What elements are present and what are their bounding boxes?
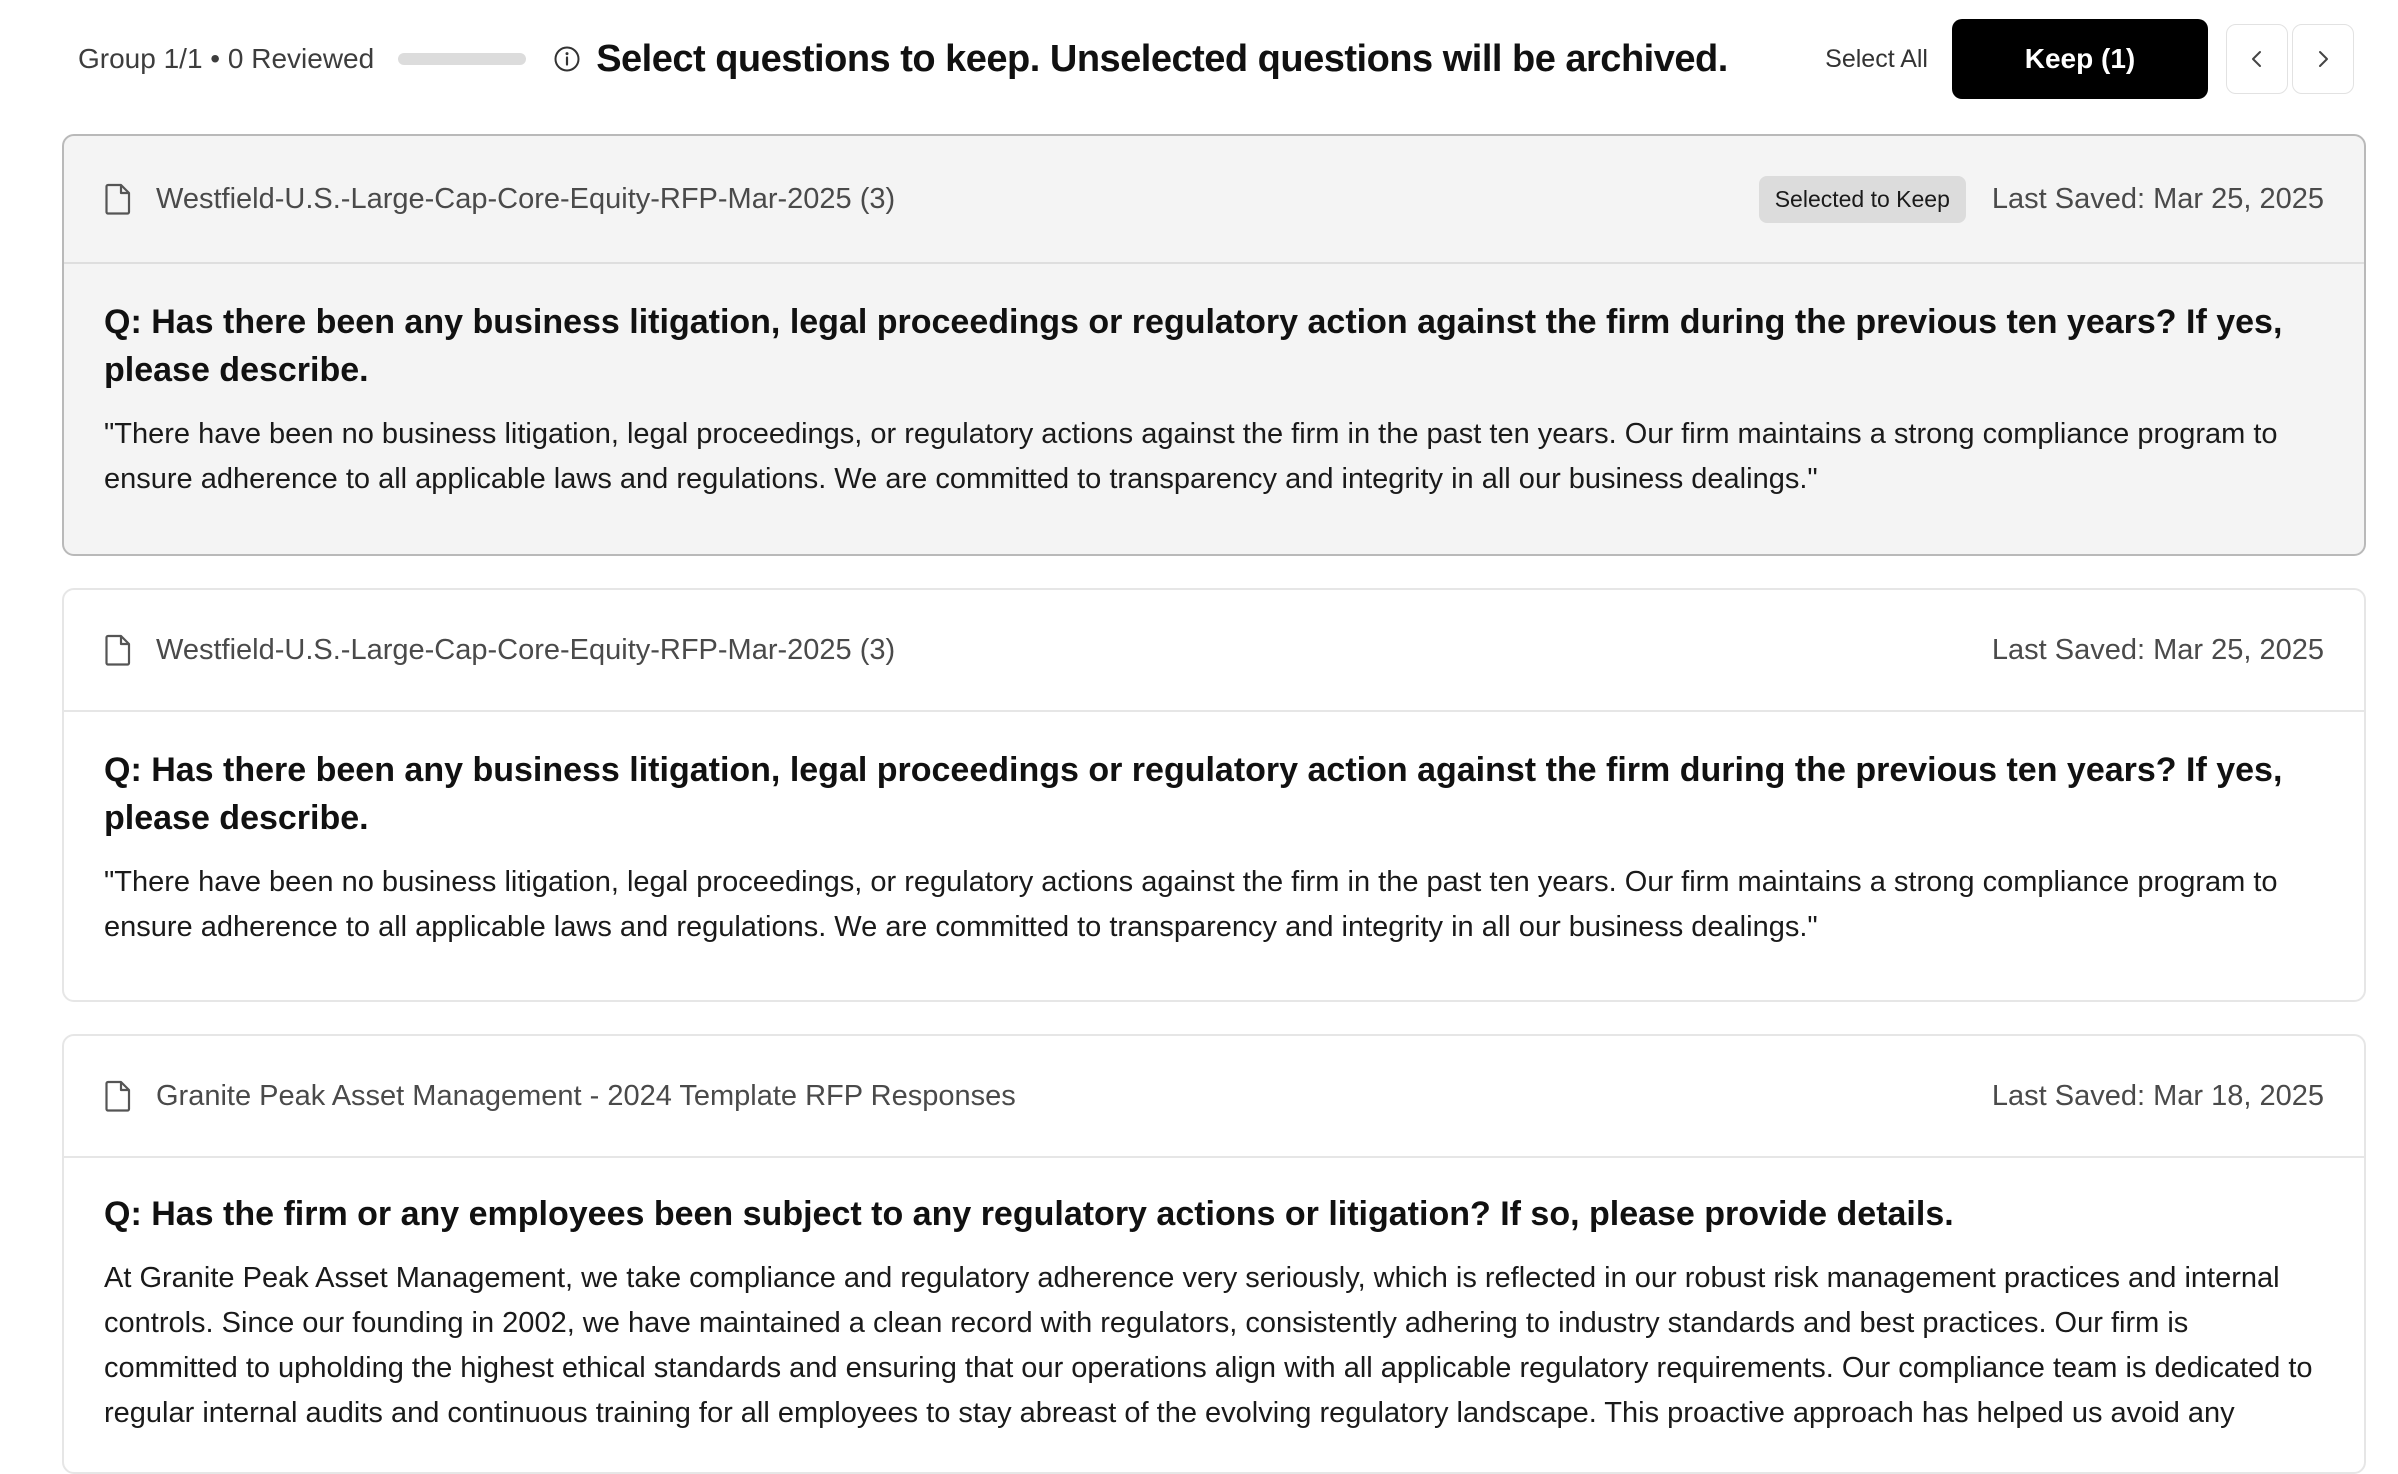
- question-card[interactable]: [62, 1034, 2366, 1474]
- review-toolbar: [0, 0, 2398, 118]
- source-document-title: Westfield-U.S.-Large-Cap-Core-Equity-RFP-Mar-2025 (3): [156, 182, 896, 215]
- previous-button[interactable]: [2226, 24, 2288, 94]
- card-header: [64, 1036, 2364, 1158]
- review-progress-bar: [398, 53, 526, 65]
- source-document-title: Granite Peak Asset Management - 2024 Template RFP Responses: [156, 1079, 1016, 1112]
- status-badge: Selected to Keep: [1759, 176, 1966, 223]
- pagination-controls: [2226, 24, 2354, 94]
- document-icon: [104, 1079, 134, 1113]
- last-saved-date: Last Saved: Mar 25, 2025: [1991, 182, 2324, 215]
- answer-text: "There have been no business litigation, legal proceedings, or regulatory actions against the firm in the past ten years. Our firm maintains a strong compliance program to ensure adherence to all applicable laws and regulations. We are committed to transparency and integrity in all our business dealings.": [104, 418, 2278, 495]
- group-status: Group 1/1 • 0 Reviewed: [78, 43, 375, 74]
- keep-button[interactable]: Keep (1): [1952, 19, 2208, 99]
- card-body: [64, 264, 2364, 542]
- instruction-text: Select questions to keep. Unselected questions will be archived.: [596, 37, 1728, 80]
- answer-text: "There have been no business litigation, legal proceedings, or regulatory actions against the firm in the past ten years. Our firm maintains a strong compliance program to ensure adherence to all applicable laws and regulations. We are committed to transparency and integrity in all our business dealings.": [104, 866, 2278, 943]
- next-button[interactable]: [2292, 24, 2354, 94]
- card-header: [64, 136, 2364, 264]
- card-body: [64, 1158, 2364, 1474]
- select-all-button[interactable]: Select All: [1825, 44, 1928, 73]
- question-card[interactable]: [62, 588, 2366, 1002]
- document-icon: [104, 633, 134, 667]
- last-saved-date: Last Saved: Mar 18, 2025: [1991, 1079, 2324, 1112]
- card-header: [64, 590, 2364, 712]
- source-document-title: Westfield-U.S.-Large-Cap-Core-Equity-RFP-Mar-2025 (3): [156, 633, 896, 666]
- info-icon: [552, 44, 582, 74]
- answer-text: At Granite Peak Asset Management, we take compliance and regulatory adherence very seriously, which is reflected in our robust risk management practices and internal controls. Since our founding in 2002, we have maintained a clean record with regulators, consistently adhering to industry standards and best practices. Our firm is committed to upholding the highest ethical standards and ensuring that our operations align with all applicable regulatory requirements. Our compliance team is dedicated to regular internal audits and continuous training for all employees to stay abreast of the evolving regulatory landscape. This proactive approach has helped us avoid any: [104, 1262, 2313, 1429]
- chevron-right-icon: [2312, 48, 2334, 70]
- chevron-left-icon: [2246, 48, 2268, 70]
- question-text: Q: Has there been any business litigation, legal proceedings or regulatory action against the firm during the previous ten years? If yes, please describe.: [104, 751, 2283, 837]
- question-text: Q: Has there been any business litigation, legal proceedings or regulatory action against the firm during the previous ten years? If yes, please describe.: [104, 303, 2283, 389]
- question-card[interactable]: [62, 134, 2366, 556]
- last-saved-date: Last Saved: Mar 25, 2025: [1991, 633, 2324, 666]
- card-body: [64, 712, 2364, 990]
- document-icon: [104, 182, 134, 216]
- question-text: Q: Has the firm or any employees been subject to any regulatory actions or litigation? If so, please provide details.: [104, 1195, 1954, 1233]
